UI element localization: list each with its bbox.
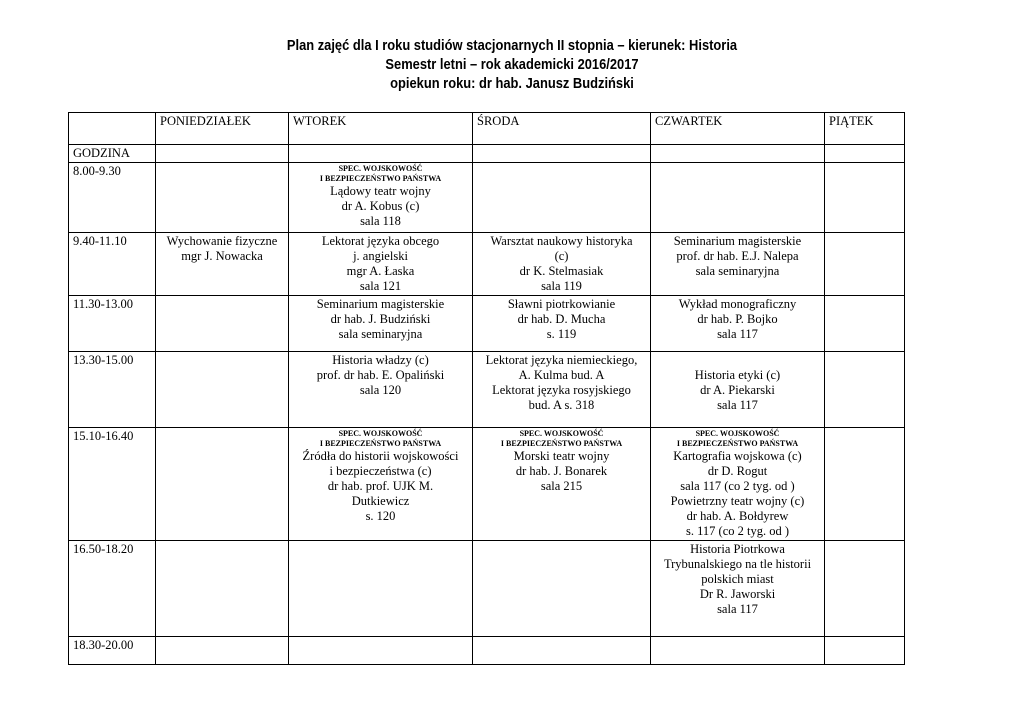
- class-cell-thursday: [651, 637, 825, 665]
- class-cell-wednesday: [473, 352, 651, 428]
- class-cell-friday: [825, 541, 905, 637]
- table-row: [69, 352, 905, 428]
- class-cell-friday: [825, 296, 905, 352]
- specialization-label: SPEC. WOJSKOWOŚĆ: [338, 164, 423, 173]
- class-cell-tuesday: [289, 296, 473, 352]
- class-line: Źródła do historii wojskowości: [302, 449, 459, 463]
- class-line: dr hab. D. Mucha: [517, 312, 606, 326]
- class-line: Lektorat języka obcego: [321, 234, 440, 248]
- day-header-monday: PONIEDZIAŁEK: [156, 113, 289, 145]
- day-header-wednesday: ŚRODA: [473, 113, 651, 145]
- class-cell-wednesday: [473, 233, 651, 296]
- class-line: dr A. Kobus (c): [341, 199, 420, 213]
- class-cell-wednesday: [473, 541, 651, 637]
- class-line: i bezpieczeństwa (c): [329, 464, 432, 478]
- class-line: Sławni piotrkowianie: [507, 297, 616, 311]
- godzina-row: [69, 145, 905, 163]
- class-line: Powietrzny teatr wojny (c): [670, 494, 805, 508]
- class-line: sala 119: [541, 279, 582, 293]
- class-cell-tuesday: [289, 163, 473, 233]
- class-line: dr hab. P. Bojko: [697, 312, 778, 326]
- class-cell-wednesday: [473, 296, 651, 352]
- title-line-2: Semestr letni – rok akademicki 2016/2017: [385, 56, 639, 73]
- class-cell-thursday: [651, 163, 825, 233]
- class-line: Wykład monograficzny: [678, 297, 797, 311]
- class-line: sala 117: [717, 398, 758, 412]
- class-line: sala 215: [540, 479, 583, 493]
- specialization-label: SPEC. WOJSKOWOŚĆ: [338, 429, 423, 438]
- class-cell-monday: [156, 233, 289, 296]
- class-cell-monday: [156, 428, 289, 541]
- class-line: sala 118: [360, 214, 401, 228]
- class-cell-thursday: [651, 296, 825, 352]
- class-line: dr K. Stelmasiak: [519, 264, 604, 278]
- class-cell-tuesday: [289, 233, 473, 296]
- class-line: Seminarium magisterskie: [316, 297, 445, 311]
- class-line: Warsztat naukowy historyka: [490, 234, 633, 248]
- class-line: Lądowy teatr wojny: [330, 184, 431, 198]
- godzina-label: GODZINA: [69, 145, 156, 163]
- class-line: Seminarium magisterskie: [673, 234, 802, 248]
- class-line: Dutkiewicz: [351, 494, 410, 508]
- class-line: Morski teatr wojny: [513, 449, 610, 463]
- class-cell-monday: [156, 296, 289, 352]
- class-line: [655, 353, 820, 368]
- time-slot: 11.30-13.00: [69, 296, 156, 352]
- class-line: mgr A. Łaska: [346, 264, 415, 278]
- class-line: sala 117: [717, 327, 758, 341]
- day-header-thursday: CZWARTEK: [651, 113, 825, 145]
- class-line: mgr J. Nowacka: [181, 249, 263, 263]
- class-cell-thursday: [651, 233, 825, 296]
- days-header-row: [69, 113, 905, 145]
- table-row: [69, 428, 905, 541]
- table-row: [69, 541, 905, 637]
- time-slot: 13.30-15.00: [69, 352, 156, 428]
- class-line: Kartografia wojskowa (c): [673, 449, 802, 463]
- class-cell-friday: [825, 163, 905, 233]
- class-cell-friday: [825, 233, 905, 296]
- table-row: [69, 637, 905, 665]
- day-header-friday: PIĄTEK: [825, 113, 905, 145]
- specialization-label: SPEC. WOJSKOWOŚĆ: [695, 429, 780, 438]
- time-slot: 8.00-9.30: [69, 163, 156, 233]
- day-header-tuesday: WTOREK: [289, 113, 473, 145]
- class-line: dr D. Rogut: [707, 464, 768, 478]
- table-row: [69, 163, 905, 233]
- class-line: prof. dr hab. E.J. Nalepa: [676, 249, 799, 263]
- class-line: dr A. Piekarski: [700, 383, 775, 397]
- class-cell-wednesday: [473, 428, 651, 541]
- schedule-table: [68, 112, 905, 665]
- specialization-label: I BEZPIECZEŃSTWO PAŃSTWA: [500, 439, 623, 448]
- class-line: A. Kulma bud. A: [518, 368, 605, 382]
- table-row: [69, 296, 905, 352]
- class-line: polskich miast: [701, 572, 774, 586]
- class-line: Historia etyki (c): [694, 368, 781, 382]
- class-line: sala seminaryjna: [695, 264, 780, 278]
- class-line: sala 121: [359, 279, 402, 293]
- time-slot: 16.50-18.20: [69, 541, 156, 637]
- class-line: Historia władzy (c): [332, 353, 429, 367]
- title-line-1: Plan zajęć dla I roku studiów stacjonarnych II stopnia – kierunek: Historia: [286, 37, 738, 54]
- class-line: Lektorat języka rosyjskiego: [492, 383, 631, 397]
- class-cell-wednesday: [473, 163, 651, 233]
- specialization-label: I BEZPIECZEŃSTWO PAŃSTWA: [676, 439, 799, 448]
- class-cell-monday: [156, 163, 289, 233]
- class-line: Historia Piotrkowa: [690, 542, 785, 556]
- class-line: s. 119: [546, 327, 577, 341]
- class-cell-tuesday: [289, 541, 473, 637]
- class-line: sala seminaryjna: [338, 327, 423, 341]
- class-cell-friday: [825, 637, 905, 665]
- class-cell-wednesday: [473, 637, 651, 665]
- class-cell-friday: [825, 428, 905, 541]
- class-line: s. 117 (co 2 tyg. od ): [686, 524, 789, 538]
- class-line: dr hab. A. Bołdyrew: [686, 509, 789, 523]
- class-line: s. 120: [365, 509, 396, 523]
- class-cell-thursday: [651, 428, 825, 541]
- specialization-label: I BEZPIECZEŃSTWO PAŃSTWA: [319, 174, 442, 183]
- class-line: Dr R. Jaworski: [699, 587, 776, 601]
- table-row: [69, 233, 905, 296]
- class-line: Wychowanie fizyczne: [166, 234, 278, 248]
- title-line-3: opiekun roku: dr hab. Janusz Budziński: [390, 75, 634, 92]
- class-cell-tuesday: [289, 428, 473, 541]
- class-cell-monday: [156, 637, 289, 665]
- class-cell-thursday: [651, 541, 825, 637]
- class-cell-monday: [156, 352, 289, 428]
- class-line: prof. dr hab. E. Opaliński: [316, 368, 445, 382]
- class-line: sala 117 (co 2 tyg. od ): [680, 479, 795, 493]
- class-line: sala 117: [717, 602, 758, 616]
- class-line: Lektorat języka niemieckiego,: [485, 353, 638, 367]
- time-slot: 18.30-20.00: [69, 637, 156, 665]
- time-slot: 15.10-16.40: [69, 428, 156, 541]
- class-line: dr hab. J. Bonarek: [515, 464, 608, 478]
- class-cell-friday: [825, 352, 905, 428]
- class-cell-monday: [156, 541, 289, 637]
- class-line: (c): [554, 249, 569, 263]
- class-cell-tuesday: [289, 637, 473, 665]
- class-line: j. angielski: [353, 249, 408, 263]
- time-slot: 9.40-11.10: [69, 233, 156, 296]
- class-cell-thursday: [651, 352, 825, 428]
- corner-cell: [69, 113, 156, 145]
- class-cell-tuesday: [289, 352, 473, 428]
- specialization-label: I BEZPIECZEŃSTWO PAŃSTWA: [319, 439, 442, 448]
- class-line: sala 120: [359, 383, 402, 397]
- specialization-label: SPEC. WOJSKOWOŚĆ: [519, 429, 604, 438]
- class-line: bud. A s. 318: [528, 398, 595, 412]
- class-line: Trybunalskiego na tle historii: [663, 557, 812, 571]
- class-line: dr hab. J. Budziński: [330, 312, 431, 326]
- class-line: dr hab. prof. UJK M.: [327, 479, 434, 493]
- document-header: [0, 36, 1024, 93]
